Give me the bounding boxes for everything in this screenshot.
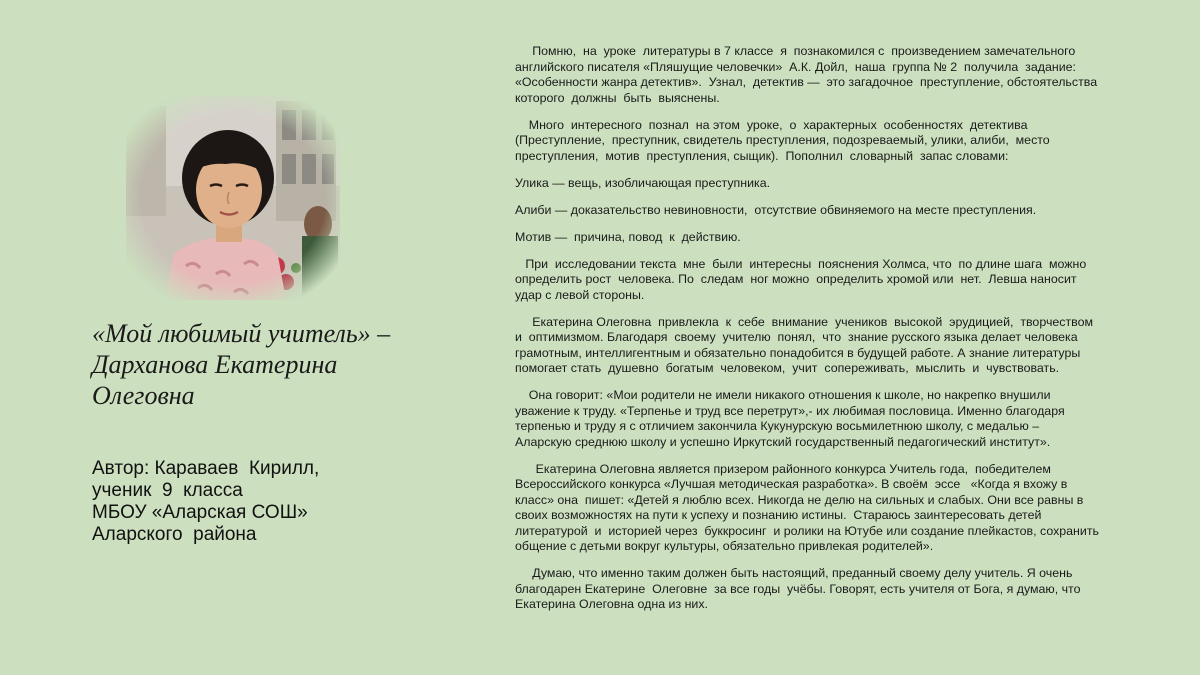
essay-line: Улика — вещь, изобличающая преступника.: [515, 175, 771, 190]
essay-paragraph: [515, 44, 1175, 106]
essay-text: [515, 44, 1175, 624]
essay-line: Она говорит: «Мои родители не имели никакого отношения к школе, но накрепко внушили: [515, 388, 1051, 402]
essay-line: уважение к труду. «Терпенье и труд все перетрут»,- их любимая пословица. Именно благодаря: [515, 403, 1065, 418]
essay-paragraph: [515, 315, 1175, 377]
essay-line: благодарен Екатерине Олеговне за все годы учёбы. Говорят, есть учителя от Бога, я думаю, что: [515, 581, 1081, 596]
essay-line: помогает стать душевно богатым человеком, учит сопереживать, мыслить и чувствовать.: [515, 361, 1060, 375]
essay-line: Алиби — доказательство невиновности, отсутствие обвиняемого на месте преступления.: [515, 202, 1037, 217]
essay-line: При исследовании текста мне были интересны пояснения Холмса, что по длине шага можно: [515, 256, 1087, 271]
essay-line: преступления, мотив преступления, сыщик). Пополнил словарный запас словами:: [515, 148, 1009, 163]
essay-line: класс» она пишет: «Детей я люблю всех. Никогда не делю на сильных и слабых. Они все равны в: [515, 492, 1084, 507]
essay-line: (Преступление, преступник, свидетель преступления, подозреваемый, улики, алиби, место: [515, 133, 1050, 147]
author-line: ученик 9 класса: [92, 480, 243, 501]
essay-line: Мотив — причина, повод к действию.: [515, 229, 741, 244]
teacher-photo: [126, 96, 340, 300]
author-line: Аларского района: [92, 524, 257, 545]
essay-paragraph: [515, 203, 1175, 219]
title-line: «Мой любимый учитель» –: [92, 319, 391, 348]
essay-line: литературой и историей через буккросинг и ролики на Ютубе или создание плейкастов, сохранить: [515, 523, 1099, 538]
teacher-portrait-image: [126, 96, 340, 300]
essay-line: общение с детьми вокруг культуры, обязательно привлекая родителей».: [515, 539, 934, 553]
essay-line: терпенью и труду я с отличием закончила Кукунурскую восьмилетнюю школу, с медалью –: [515, 419, 1040, 433]
essay-line: Аларскую среднюю школу и успешно Иркутский государственный педагогический институт».: [515, 434, 1051, 449]
essay-line: грамотным, интеллигентным и обязательно понадобится в будущей работе. А знание литературы: [515, 345, 1081, 360]
essay-line: и оптимизмом. Благодаря своему учителю понял, что знание русского языка делает человека: [515, 330, 1078, 344]
title-line: Дарханова Екатерина: [92, 350, 338, 379]
essay-line: определить рост человека. По следам ног можно определить хромой или нет. Левша наносит: [515, 272, 1077, 286]
slide-title: [92, 318, 422, 411]
essay-line: своих возможностях на пути к успеху и познанию истины. Стараюсь заинтересовать детей: [515, 508, 1042, 522]
essay-paragraph: [515, 230, 1175, 246]
essay-line: Думаю, что именно таким должен быть настоящий, преданный своему делу учитель. Я очень: [515, 566, 1073, 580]
author-line: Автор: Караваев Кирилл,: [92, 458, 320, 479]
essay-line: Екатерина Олеговна привлекла к себе внимание учеников высокой эрудицией, творчеством: [515, 314, 1094, 329]
essay-paragraph: [515, 257, 1175, 304]
essay-line: удар с левой стороны.: [515, 287, 645, 302]
essay-line: Всероссийского конкурса «Лучшая методическая разработка». В своём эссе «Когда я вхожу в: [515, 477, 1068, 491]
essay-paragraph: [515, 176, 1175, 192]
title-line: Олеговна: [92, 381, 195, 410]
author-info: [92, 458, 422, 546]
essay-line: которого должны быть выяснены.: [515, 90, 720, 105]
essay-line: Екатерина Олеговна является призером районного конкурса Учитель года, победителем: [515, 461, 1051, 476]
essay-line: «Особенности жанра детектив». Узнал, детектив — это загадочное преступление, обстоятельства: [515, 75, 1098, 89]
essay-paragraph: [515, 118, 1175, 165]
essay-line: Помню, на уроке литературы в 7 классе я познакомился с произведением замечательного: [515, 44, 1076, 58]
essay-paragraph: [515, 462, 1175, 555]
essay-line: Екатерина Олеговна одна из них.: [515, 597, 708, 611]
essay-line: Много интересного познал на этом уроке, о характерных особенностях детектива: [515, 117, 1028, 132]
essay-paragraph: [515, 566, 1175, 613]
essay-paragraph: [515, 388, 1175, 450]
essay-line: английского писателя «Пляшущие человечки» А.К. Дойл, наша группа № 2 получила задание:: [515, 59, 1076, 74]
author-line: МБОУ «Аларская СОШ»: [92, 502, 308, 523]
